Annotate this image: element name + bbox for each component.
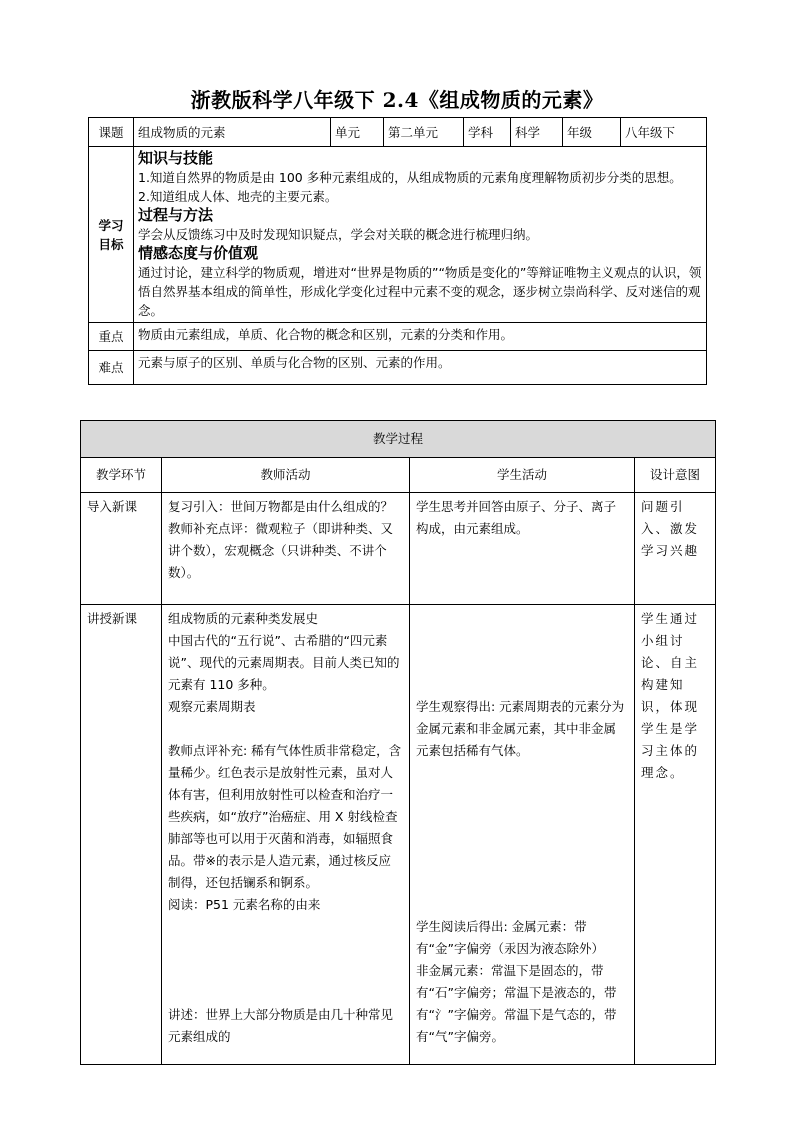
teacher-text: 阅读：P51 元素名称的由来 [168, 897, 321, 912]
key-point-row [89, 323, 707, 351]
difficulty-row [89, 351, 707, 385]
goals-label [89, 147, 134, 323]
knowledge-heading: 知识与技能 [138, 149, 214, 167]
student-activity-new [410, 605, 635, 1065]
grade-value: 八年级下 [621, 118, 707, 147]
process-band-row [81, 421, 716, 458]
page-title: 浙教版科学八年级下 2.4《组成物质的元素》 [190, 88, 604, 112]
stage-new-lesson: 讲授新课 [81, 605, 162, 1065]
process-header-row [81, 458, 716, 493]
goals-label-line2: 目标 [98, 236, 124, 252]
course-row [89, 118, 707, 147]
teacher-text: 观察元素周期表 [168, 699, 256, 714]
teacher-activity-intro [162, 493, 410, 605]
course-value: 组成物质的元素 [134, 118, 331, 147]
student-text: 学生观察得出: 元素周期表的元素分为金属元素和非金属元素，其中非金属元素包括稀有气体。 [416, 699, 625, 758]
intent-intro: 问题引入、激发学习兴趣 [635, 493, 716, 605]
process-text: 学会从反馈练习中及时发现知识疑点，学会对关联的概念进行梳理归纳。 [138, 227, 539, 242]
goals-label-line1: 学习 [98, 217, 124, 233]
student-text: 学生阅读后得出: 金属元素：带有“金”字偏旁（汞因为液态除外） [416, 919, 604, 956]
knowledge-item-1: 1.知道自然界的物质是由 100 多种元素组成的，从组成物质的元素角度理解物质初步分类的思想。 [138, 170, 682, 185]
difficulty-label: 难点 [89, 351, 134, 385]
teaching-process-table [80, 420, 716, 1065]
difficulty-text: 元素与原子的区别、单质与化合物的区别、元素的作用。 [134, 351, 707, 385]
header-teacher: 教师活动 [162, 458, 410, 493]
teacher-text: 复习引入：世间万物都是由什么组成的？ [168, 499, 394, 514]
intent-new-lesson: 学生通过小组讨论、自主构建知识，体现学生是学习主体的理念。 [635, 605, 716, 1065]
teacher-activity-new [162, 605, 410, 1065]
table-row [81, 493, 716, 605]
student-text: 非金属元素：常温下是固态的，带有“石”字偏旁；常温下是液态的，带有“氵”字偏旁。常温下是气态的，带有“气”字偏旁。 [416, 963, 617, 1044]
header-student: 学生活动 [410, 458, 635, 493]
teacher-text: 中国古代的“五行说”、古希腊的“四元素说”、现代的元素周期表。目前人类已知的元素有 110 多种。 [168, 633, 400, 692]
process-heading: 过程与方法 [138, 206, 214, 224]
stage-intro: 导入新课 [81, 493, 162, 605]
teacher-text: 教师补充点评：微观粒子（即讲种类、又讲个数），宏观概念（只讲种类、不讲个数）。 [168, 521, 394, 580]
teacher-text: 讲述：世界上大部分物质是由几十种常见元素组成的 [168, 1007, 394, 1044]
grade-label: 年级 [563, 118, 621, 147]
teacher-text: 教师点评补充: 稀有气体性质非常稳定，含量稀少。红色表示是放射性元素，虽对人体有害，但利用放射性可以检查和治疗一些疾病，如“放疗”治癌症、用 X 射线检查肺部等也可以用于灭菌和消毒，如辐照食品。带※的表示是人造元素，通过核反应制得，还包括镧系和锕系。 [168, 743, 402, 890]
subject-value: 科学 [511, 118, 563, 147]
unit-label: 单元 [331, 118, 384, 147]
table-row [81, 605, 716, 1065]
unit-value: 第二单元 [384, 118, 464, 147]
student-activity-intro: 学生思考并回答由原子、分子、离子构成，由元素组成。 [410, 493, 635, 605]
goals-row [89, 147, 707, 323]
emotion-heading: 情感态度与价值观 [138, 244, 259, 262]
subject-label: 学科 [464, 118, 511, 147]
key-point-label: 重点 [89, 323, 134, 351]
emotion-text: 通过讨论，建立科学的物质观，增进对“世界是物质的”“物质是变化的”等辩证唯物主义观点的认识，领悟自然界基本组成的简单性，形成化学变化过程中元素不变的观念，逐步树立崇尚科学、反对迷信的观念。 [138, 265, 702, 318]
header-intent: 设计意图 [635, 458, 716, 493]
process-band: 教学过程 [81, 421, 716, 458]
lesson-info-table [88, 117, 707, 385]
goals-content [134, 147, 707, 323]
teacher-text: 组成物质的元素种类发展史 [168, 611, 319, 626]
header-stage: 教学环节 [81, 458, 162, 493]
knowledge-item-2: 2.知道组成人体、地壳的主要元素。 [138, 189, 338, 204]
course-label: 课题 [89, 118, 134, 147]
key-point-text: 物质由元素组成，单质、化合物的概念和区别，元素的分类和作用。 [134, 323, 707, 351]
